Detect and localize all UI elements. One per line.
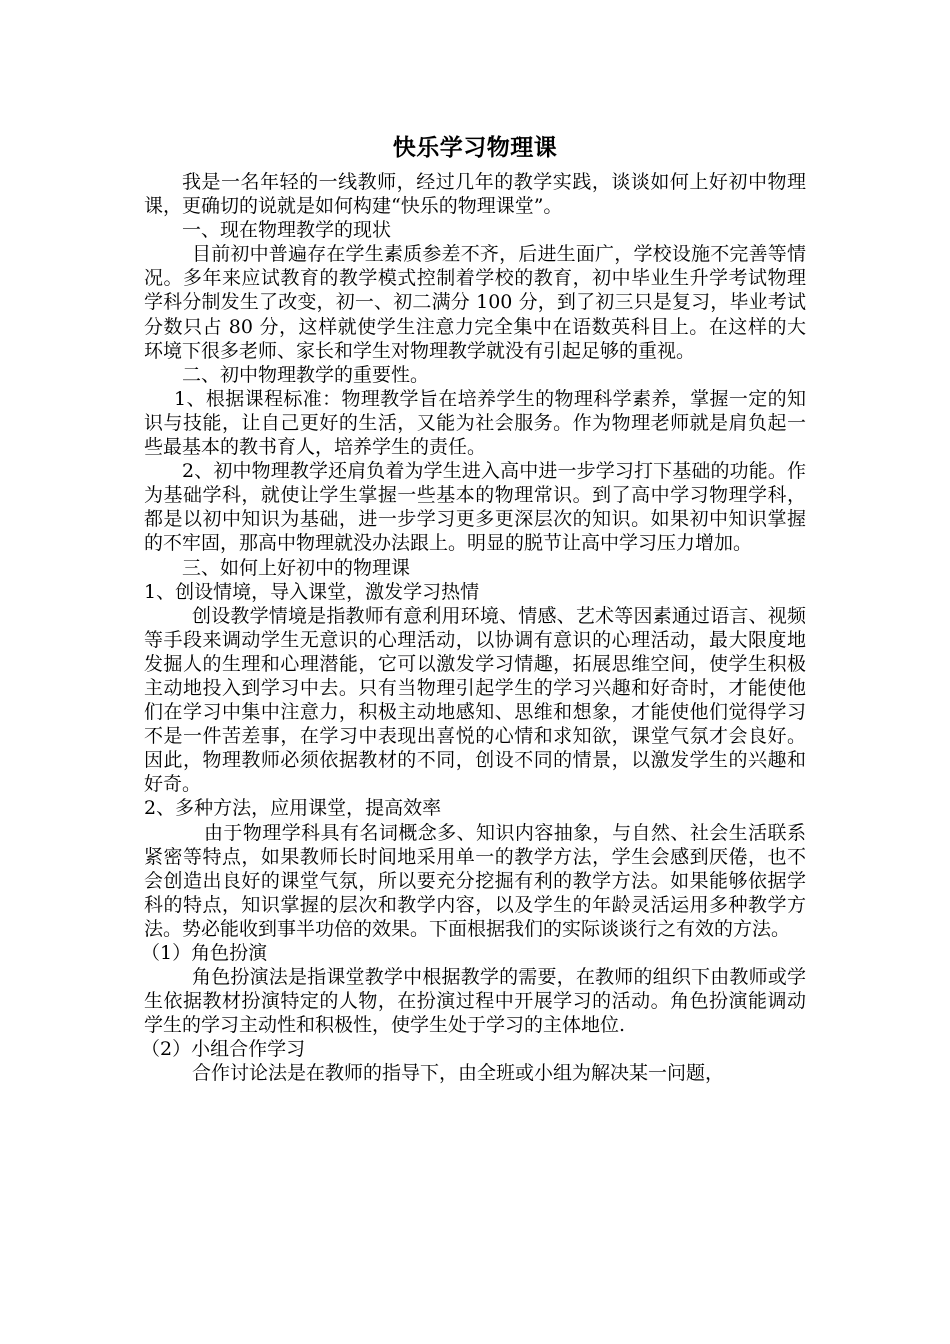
paragraph: 目前初中普遍存在学生素质参差不齐，后进生面广，学校设施不完善等情况。多年来应试教育的教学模式控制着学校的教育，初中毕业生升学考试物理学科分制发生了改变，初一、初二满分 100 分，到了初三只是复习，毕业考试分数只占 80 分，这样就使学生注意力完全集中在语数英科目上。在这样的大环境下很多老师、家长和学生对物理教学就没有引起足够的重视。 — [144, 243, 806, 362]
paragraph: （2）小组合作学习 — [141, 1038, 306, 1061]
paragraph: （1）角色扮演 — [141, 942, 268, 964]
paragraph: 2、初中物理教学还肩负着为学生进入高中进一步学习打下基础的功能。作为基础学科，就使让学生掌握一些基本的物理常识。到了高中学习物理学科，都是以初中知识为基础，进一步学习更多更深层次的知识。如果初中知识掌握的不牢固，那高中物理就没办法跟上。明显的脱节让高中学习压力增加。 — [144, 460, 806, 555]
paragraph: 2、多种方法，应用课堂，提高效率 — [144, 797, 442, 820]
paragraph: 由于物理学科具有名词概念多、知识内容抽象，与自然、社会生活联系紧密等特点，如果教师长时间地采用单一的教学方法，学生会感到厌倦，也不会创造出良好的课堂气氛，所以要充分挖掘有利的教学方法。如果能够依据学科的特点，知识掌握的层次和教学内容，以及学生的年龄灵活运用多种教学方法。势必能收到事半功倍的效果。下面根据我们的实际谈谈行之有效的方法。 — [144, 821, 806, 940]
paragraph: 二、初中物理教学的重要性。 — [182, 363, 430, 386]
paragraph: 创设教学情境是指教师有意利用环境、情感、艺术等因素通过语言、视频等手段来调动学生无意识的心理活动，以协调有意识的心理活动，最大限度地发掘人的生理和心理潜能，它可以激发学习情趣，拓展思维空间，使学生积极主动地投入到学习中去。只有当物理引起学生的学习兴趣和好奇时，才能使他们在学习中集中注意力，积极主动地感知、思维和想象，才能使他们觉得学习不是一件苦差事，在学习中表现出喜悦的心情和求知欲，课堂气氛才会良好。因此，物理教师必须依据教材的不同，创设不同的情景，以激发学生的兴趣和好奇。 — [144, 604, 806, 796]
paragraph: 一、现在物理教学的现状 — [182, 219, 392, 242]
paragraph: 三、如何上好初中的物理课 — [182, 556, 411, 579]
paragraph: 我是一名年轻的一线教师，经过几年的教学实践，谈谈如何上好初中物理课，更确切的说就是如何构建“快乐的物理课堂”。 — [144, 171, 806, 218]
document-title: 快乐学习物理课 — [392, 134, 558, 161]
paragraph: 合作讨论法是在教师的指导下，由全班或小组为解决某一问题， — [192, 1062, 725, 1085]
paragraph: 1、根据课程标准：物理教学旨在培养学生的物理科学素养，掌握一定的知识与技能，让自己更好的生活，又能为社会服务。作为物理老师就是肩负起一些最基本的教书育人，培养学生的责任。 — [144, 387, 806, 459]
document-page — [141, 130, 806, 1086]
paragraph: 1、创设情境，导入课堂，激发学习热情 — [144, 580, 480, 603]
paragraph: 角色扮演法是指课堂教学中根据教学的需要，在教师的组织下由教师或学生依据教材扮演特定的人物，在扮演过程中开展学习的活动。角色扮演能调动学生的学习主动性和积极性，使学生处于学习的主体地位. — [144, 966, 806, 1037]
document-body — [141, 170, 806, 1086]
